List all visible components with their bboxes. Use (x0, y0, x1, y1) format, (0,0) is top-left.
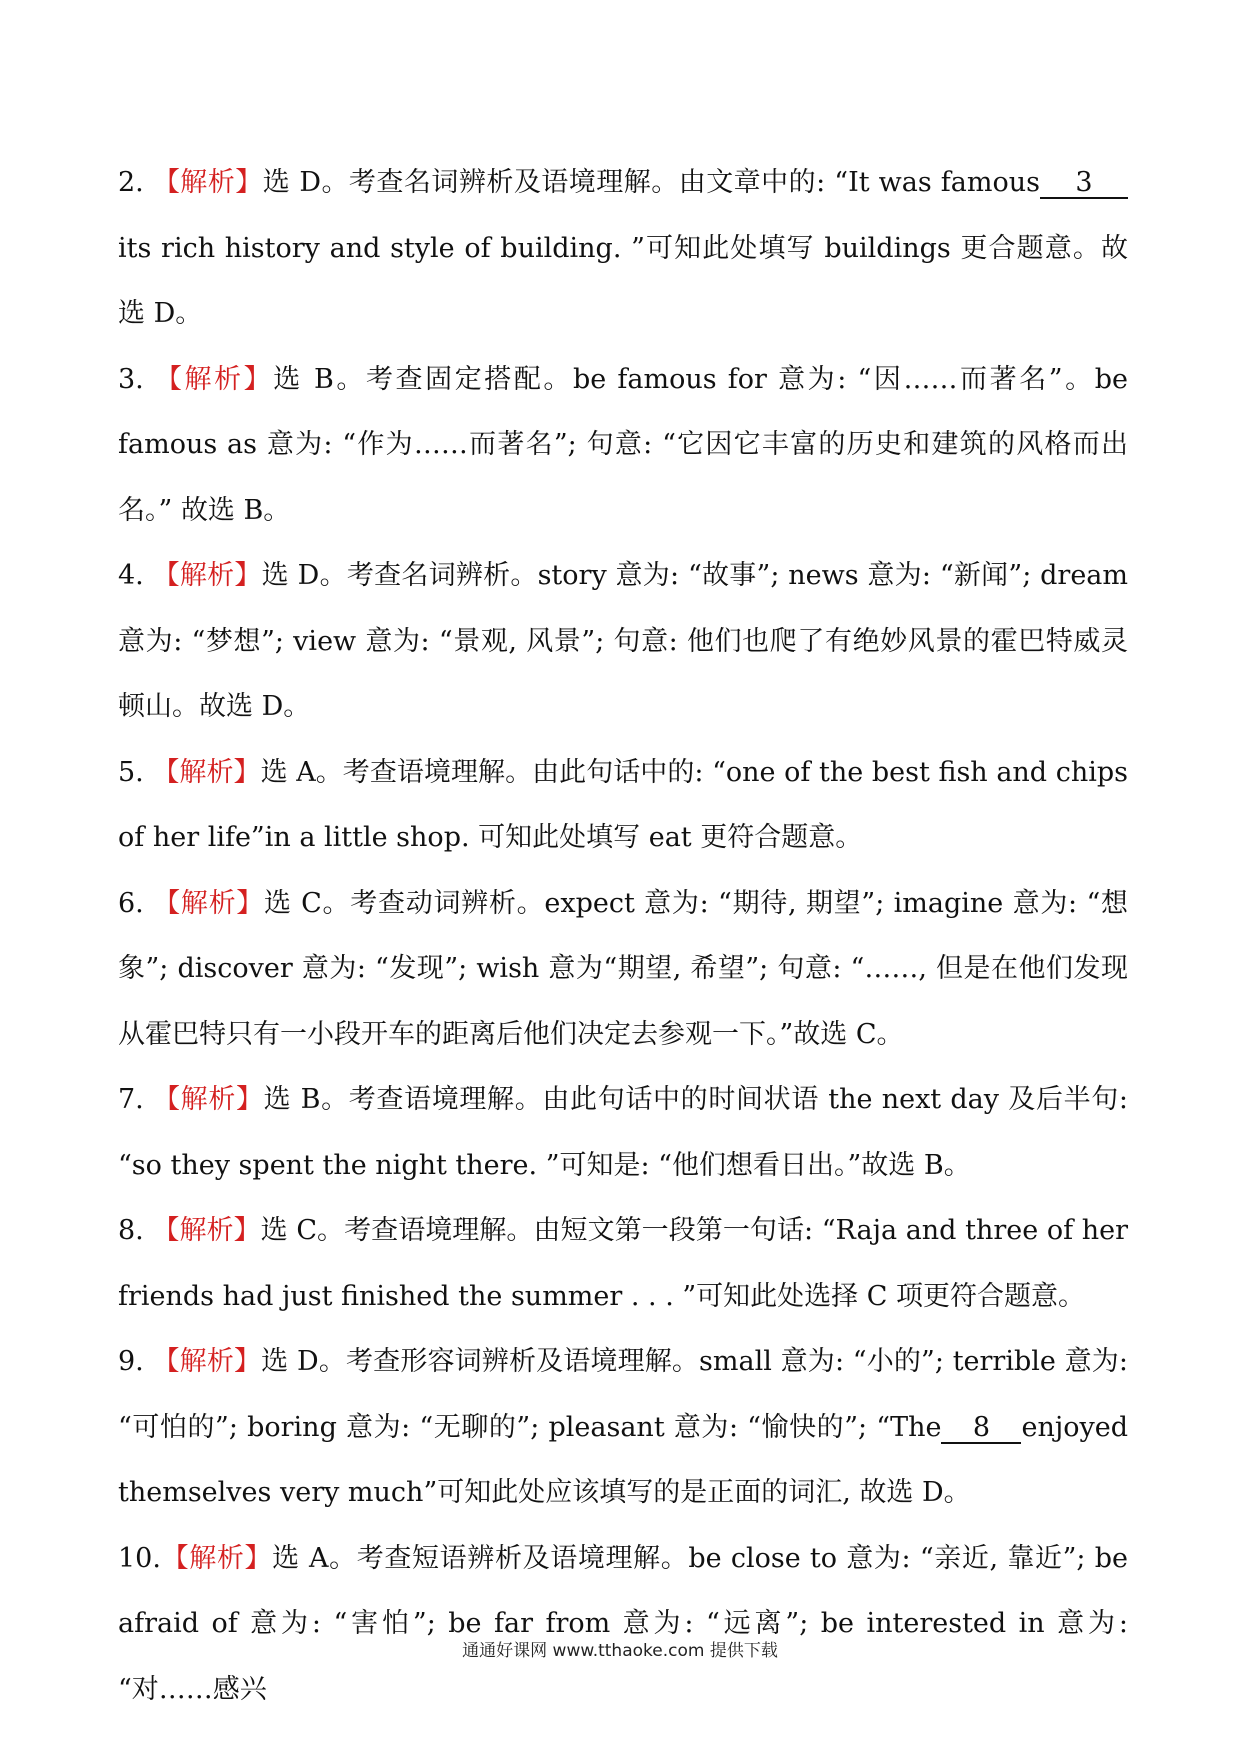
explanation-item-9 (118, 1329, 1128, 1526)
item-text: 选 B。考查固定搭配。be famous for 意为: “因……而著名”。be famous as 意为: “作为……而著名”; 句意: “它因它丰富的历史和建筑的风格而出名。” 故选 B。 (118, 363, 1128, 526)
explanation-item-2 (118, 150, 1128, 347)
item-number: 5. (118, 756, 153, 788)
item-text: 选 C。考查语境理解。由短文第一段第一句话: “Raja and three of her friends had just finished the summer . . . ”可知此处选择 C 项更符合题意。 (118, 1215, 1129, 1312)
analysis-tag: 【解析】 (152, 560, 262, 591)
explanation-item-8 (118, 1198, 1128, 1329)
item-text: 选 B。考查语境理解。由此句话中的时间状语 the next day 及后半句: “so they spent the night there. ”可知是: “他们想看日出。”故选 B。 (118, 1084, 1129, 1181)
item-text: 选 D。考查名词辨析及语境理解。由文章中的: “It was famous (262, 167, 1041, 198)
analysis-tag: 【解析】 (152, 1215, 261, 1246)
explanation-item-6 (118, 871, 1128, 1068)
analysis-tag: 【解析】 (160, 1542, 273, 1574)
item-number: 10. (118, 1542, 161, 1574)
item-number: 6. (118, 887, 154, 919)
answer-explanations (118, 150, 1128, 1722)
item-number: 7. (118, 1084, 154, 1115)
item-number: 2. (118, 167, 153, 198)
item-text: 选 D。考查形容词辨析及语境理解。small 意为: “小的”; terrible 意为: “可怕的”; boring 意为: “无聊的”; pleasant 意为: “愉快的”; “The (118, 1346, 1129, 1443)
blank-number: 8 (941, 1414, 1021, 1444)
item-text-continued: enjoyed themselves very much”可知此处应该填写的是正面的词汇, 故选 D。 (118, 1411, 1128, 1508)
item-number: 3. (118, 363, 155, 395)
explanation-item-7 (118, 1067, 1128, 1198)
analysis-tag: 【解析】 (153, 1084, 264, 1115)
item-text: 选 A。考查短语辨析及语境理解。be close to 意为: “亲近, 靠近”; be afraid of 意为: “害怕”; be far from 意为: “远离”; be interested in 意为: “对……感兴 (118, 1542, 1129, 1705)
analysis-tag: 【解析】 (152, 167, 263, 198)
explanation-item-3 (118, 347, 1128, 544)
explanation-item-10 (118, 1526, 1128, 1723)
analysis-tag: 【解析】 (152, 756, 261, 788)
item-text: 选 D。考查名词辨析。story 意为: “故事”; news 意为: “新闻”; dream 意为: “梦想”; view 意为: “景观, 风景”; 句意: 他们也爬了有绝妙风景的霍巴特威灵顿山。故选 D。 (118, 560, 1128, 722)
item-number: 8. (118, 1215, 153, 1246)
item-number: 4. (118, 560, 153, 591)
analysis-tag: 【解析】 (154, 363, 274, 395)
item-text: 选 C。考查动词辨析。expect 意为: “期待, 期望”; imagine 意为: “想象”; discover 意为: “发现”; wish 意为“期望, 希望”; 句意: “……, 但是在他们发现从霍巴特只有一小段开车的距离后他们决定去参观一下。”故选 C。 (118, 887, 1129, 1050)
explanation-item-4 (118, 543, 1128, 740)
blank-number: 3 (1040, 169, 1128, 199)
analysis-tag: 【解析】 (152, 1346, 262, 1377)
item-text-continued: its rich history and style of building. ”可知此处填写 buildings 更合题意。故选 D。 (118, 232, 1128, 329)
page-footer: 通通好课网 www.tthaoke.com 提供下载 (462, 1641, 778, 1661)
explanation-item-5 (118, 740, 1128, 871)
item-text: 选 A。考查语境理解。由此句话中的: “one of the best fish and chips of her life”in a little shop. 可知此处填写 eat 更符合题意。 (118, 756, 1128, 853)
analysis-tag: 【解析】 (153, 887, 265, 919)
item-number: 9. (118, 1346, 153, 1377)
